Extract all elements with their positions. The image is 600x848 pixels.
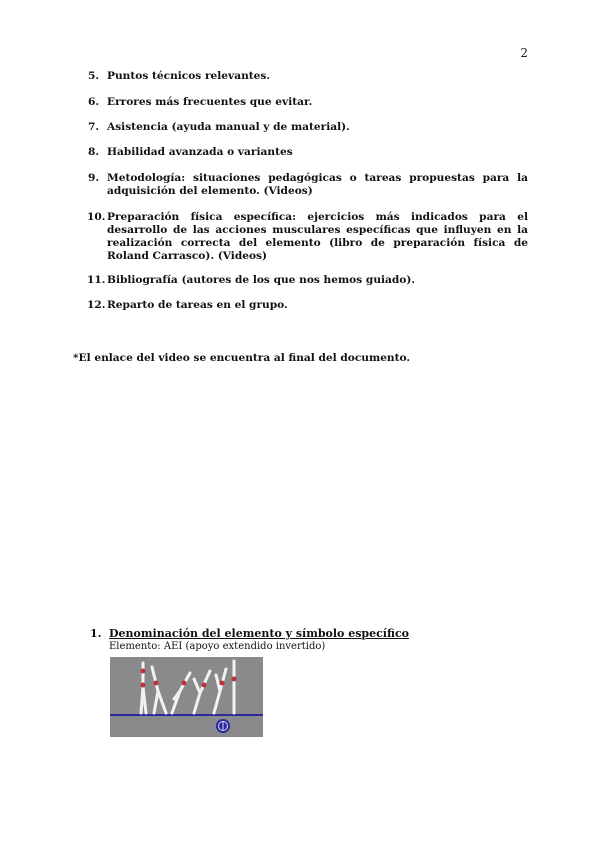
list-item-11 (88, 274, 528, 287)
gymnastics-sequence-image (110, 657, 263, 737)
item-number: 9. (88, 172, 100, 184)
page-number: 2 (520, 46, 528, 60)
gymnast-figure (110, 657, 263, 737)
list-item-8 (88, 146, 528, 159)
video-note: *El enlace del video se encuentra al final del documento. (73, 352, 411, 364)
image-background (110, 657, 263, 737)
section-title (90, 627, 510, 640)
item-number: 8. (88, 146, 100, 158)
list-item-6 (88, 96, 528, 109)
item-number: 11. (87, 274, 106, 286)
section-number: 1. (90, 627, 102, 640)
list-item-7 (88, 121, 528, 134)
section-subtitle: Elemento: AEI (apoyo extendido invertido) (109, 641, 326, 652)
item-number: 6. (88, 96, 100, 108)
task-list (88, 70, 528, 312)
list-item-5 (88, 70, 528, 83)
element-symbol-icon (216, 719, 230, 733)
list-item-10 (88, 211, 528, 263)
item-text: Bibliografía (autores de los que nos hemos guiado). (107, 274, 416, 286)
list-item-12 (88, 299, 528, 312)
item-text: Errores más frecuentes que evitar. (107, 96, 313, 108)
item-number: 12. (87, 299, 106, 311)
item-number: 10. (87, 211, 106, 223)
item-number: 7. (88, 121, 100, 133)
list-item-9 (88, 172, 528, 198)
item-text: Habilidad avanzada o variantes (107, 146, 293, 158)
item-text: Reparto de tareas en el grupo. (107, 299, 288, 311)
section-title-text: Denominación del elemento y símbolo específico (109, 627, 410, 640)
item-text: Metodología: situaciones pedagógicas o tareas propuestas para la adquisición del elemento. (Videos) (107, 172, 528, 197)
item-text: Asistencia (ayuda manual y de material). (107, 121, 350, 133)
item-text: Puntos técnicos relevantes. (107, 70, 271, 82)
element-section (90, 627, 510, 652)
item-number: 5. (88, 70, 100, 82)
item-text: Preparación física específica: ejercicios más indicados para el desarrollo de las acciones musculares específicas que influyen en la realización correcta del elemento (libro de preparación física de Roland Carrasco). (Videos) (107, 211, 528, 262)
